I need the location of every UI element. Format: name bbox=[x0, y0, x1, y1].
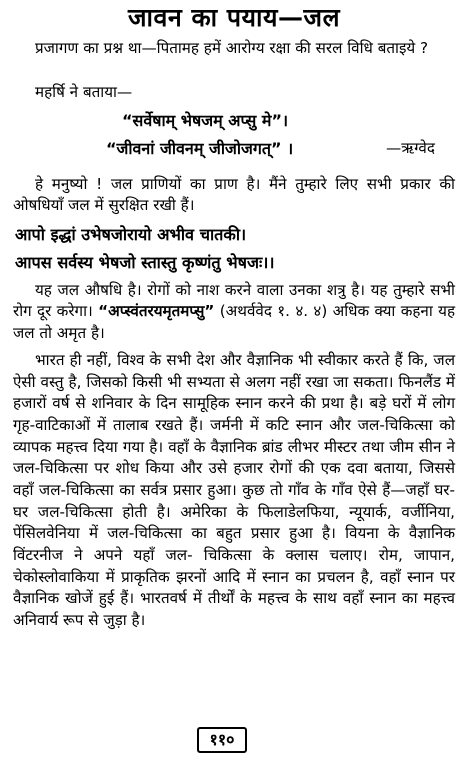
maharshi-line: महर्षि ने बताया— bbox=[35, 83, 133, 101]
quote-jeevanam: “जीवनां जीवनम् जीजोजगत्” । bbox=[106, 139, 294, 158]
quote-jeevanam-line bbox=[106, 138, 456, 160]
paragraph-world-hydrotherapy: भारत ही नहीं, विश्व के सभी देश और वैज्ञानिक भी स्वीकार करते हैं कि, जल ऐसी वस्तु है, जिसको किसी भी सभ्यता से अलग नहीं रखा जा सकता। फिनलैंड में हजारों वर्ष से शनिवार के दिन सामूहिक स्नान करने की प्रथा है। बड़े घरों में लोग गृह-वाटिकाओं में तालाब रखते हैं। जर्मनी में कटि स्नान और जल-चिकित्सा को व्यापक महत्त्व दिया गया है। वहाँ के वैज्ञानिक ब्रांड लीभर मीस्टर तथा जीम सीन ने जल-चिकित्सा पर शोध किया और उसे हजार रोगों की एक दवा बताया, जिससे वहाँ जल-चिकित्सा का सर्वत्र प्रसार हुआ। कुछ तो गाँव के गाँव ऐसे हैं—जहाँ घर-घर जल-चिकित्सा होती है। अमेरिका के फिलाडेलफिया, न्यूयार्क, वर्जीनिया, पेंसिलवेनिया में जल-चिकित्सा का बहुत प्रसार हुआ है। वियना के वैज्ञानिक विंटरनीज ने अपने यहाँ जल- चिकित्सा के क्लास चलाए। रोम, जापान, चेकोस्लोवाकिया में प्राकृतिक झरनों आदि में स्नान का प्रचलन है, वहाँ स्नान पर वैज्ञानिक खोजें हुई हैं। भारतवर्ष में तीर्थों के महत्त्व के साथ वहाँ स्नान का महत्त्व अनिवार्य रूप से जुड़ा है। bbox=[13, 351, 455, 629]
aushadhi-text: यह जल औषधि है। रोगों को नाश करने वाला उनका शत्रु है। यह तुम्हारे सभी रोग दूर करेगा। bbox=[13, 281, 455, 321]
intro-paragraph: प्रजागण का प्रश्न था—पितामह हमें आरोग्य रक्षा की सरल विधि बताइये ? bbox=[35, 39, 429, 57]
atharvaveda-quote: “अप्स्वंतरयमृतमप्सु” bbox=[98, 302, 215, 321]
rigveda-reference: —ऋग्वेद bbox=[386, 139, 435, 157]
verse-line-1: आपो इद्धां उभेषजोरायो अभीव चातकी। bbox=[15, 225, 247, 244]
paragraph-manushyo: हे मनुष्यो ! जल प्राणियों का प्राण है। मैंने तुम्हारे लिए सभी प्रकार की ओषधियाँ जल में सुरक्षित रखी हैं। bbox=[13, 175, 455, 215]
page-number: ११० bbox=[197, 727, 247, 753]
quote-sarveshaam: “सर्वेषाम् भेषजम् अप्सु मे”। bbox=[122, 111, 289, 130]
verse-line-2: आपस सर्वस्य भेषजो स्तास्तु कृष्णंतु भेषजः।। bbox=[15, 253, 275, 272]
paragraph-aushadhi bbox=[13, 280, 455, 344]
page-title: जावन का पयाय—जल bbox=[127, 3, 341, 32]
atharvaveda-reference: (अथर्ववेद १. ४. ४) अधिक क्या कहना यह जल तो अमृत है। bbox=[13, 302, 456, 342]
